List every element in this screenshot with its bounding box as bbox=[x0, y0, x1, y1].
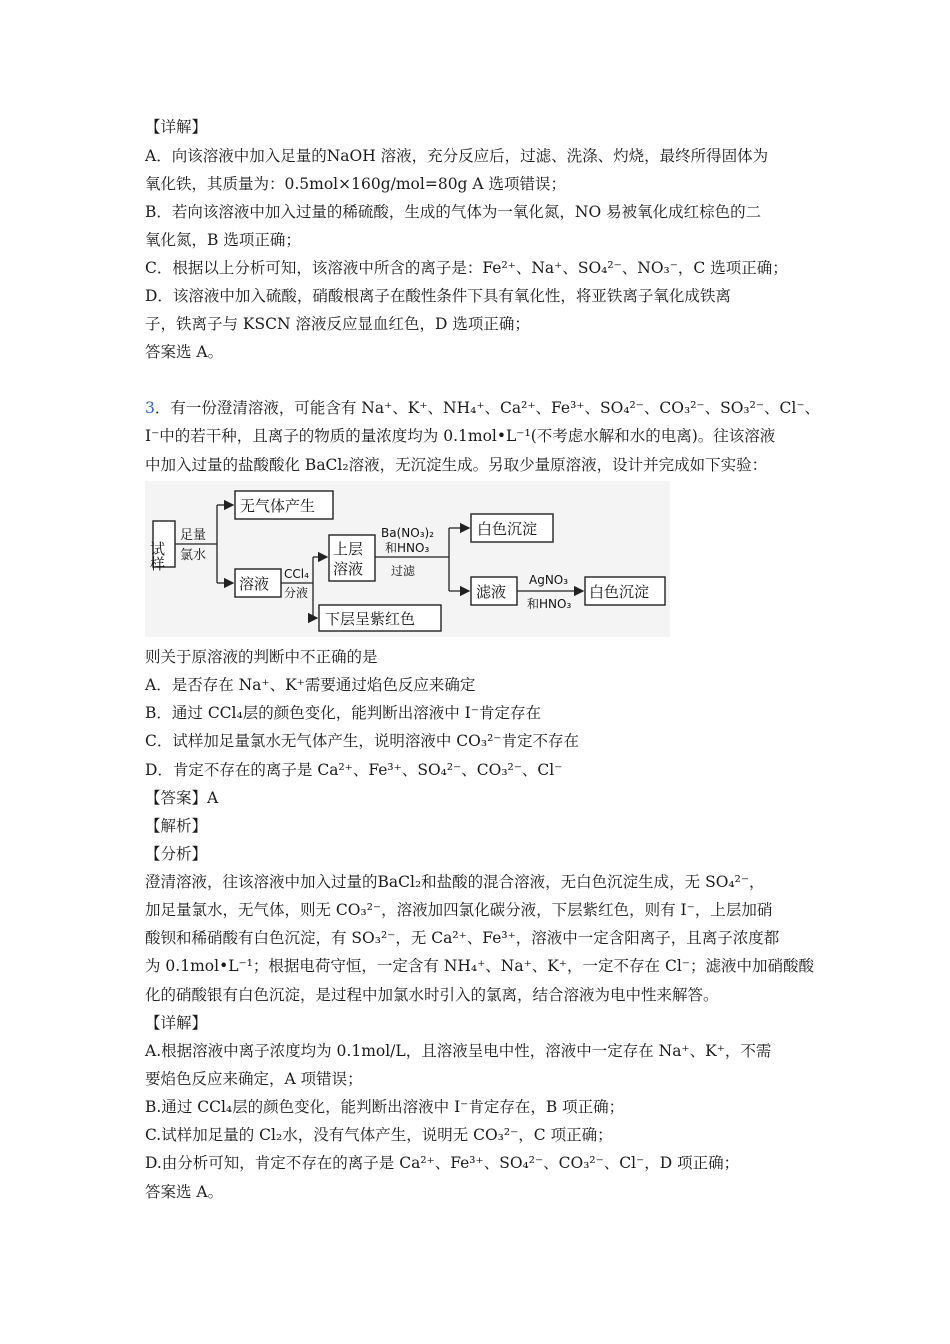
option-a-explanation-line: A．向该溶液中加入足量的NaOH 溶液，充分反应后，过滤、洗涤、灼烧，最终所得固体为 bbox=[145, 147, 769, 165]
filtrate-label: 滤液 bbox=[476, 583, 507, 601]
detail-line: 要焰色反应来确定，A 项错误； bbox=[145, 1070, 363, 1088]
no-gas-label: 无气体产生 bbox=[240, 497, 316, 515]
answer-choice-line: 答案选 A。 bbox=[145, 343, 224, 361]
filter-label: 过滤 bbox=[391, 564, 416, 578]
option-c-explanation-line: C．根据以上分析可知，该溶液中所含的离子是：Fe²⁺、Na⁺、SO₄²⁻、NO₃⁻，C 选项正确； bbox=[145, 259, 788, 277]
question-text: 则关于原溶液的判断中不正确的是 bbox=[145, 648, 378, 666]
fenxi-line: 加足量氯水，无气体，则无 CO₃²⁻，溶液加四氯化碳分液，下层紫红色，则有 I⁻，上层加硝 bbox=[145, 901, 773, 919]
detail-heading: 【详解】 bbox=[145, 1014, 208, 1032]
detail-line: 答案选 A。 bbox=[145, 1183, 224, 1201]
option-b: B．通过 CCl₄层的颜色变化，能判断出溶液中 I⁻肯定存在 bbox=[145, 704, 541, 722]
question-stem-line: I⁻中的若干种，且离子的物质的量浓度均为 0.1mol•L⁻¹(不考虑水解和水的电离)。往该溶液 bbox=[145, 427, 776, 445]
fenxi-line: 化的硝酸银有白色沉淀，是过程中加氯水时引入的氯离，结合溶液为电中性来解答。 bbox=[145, 986, 719, 1004]
upper-layer-label-line2: 溶液 bbox=[333, 560, 364, 578]
white-precipitate-label-1: 白色沉淀 bbox=[477, 520, 538, 538]
option-d-explanation-line: D．该溶液中加入硫酸，硝酸根离子在酸性条件下具有氧化性，将亚铁离子氧化成铁离 bbox=[145, 287, 731, 305]
question-stem-line: 中加入过量的盐酸酸化 BaCl₂溶液，无沉淀生成。另取少量原溶液，设计并完成如下实验： bbox=[145, 456, 768, 474]
separation-label: 分液 bbox=[284, 586, 309, 600]
option-a: A．是否存在 Na⁺、K⁺需要通过焰色反应来确定 bbox=[145, 676, 476, 694]
sample-label-1: 试样 bbox=[148, 541, 166, 571]
detail-heading: 【详解】 bbox=[145, 118, 208, 136]
reagent-barium-nitrate-line1: Ba(NO₃)₂ bbox=[381, 526, 434, 540]
option-a-explanation-line: 氧化铁，其质量为：0.5mol×160g/mol=80g A 选项错误； bbox=[145, 175, 567, 193]
fenxi-line: 澄清溶液，往该溶液中加入过量的BaCl₂和盐酸的混合溶液，无白色沉淀生成，无 SO₄²⁻， bbox=[145, 873, 765, 891]
detail-line: A.根据溶液中离子浓度均为 0.1mol/L，且溶液呈电中性，溶液中一定存在 Na⁺、K⁺，不需 bbox=[145, 1042, 772, 1060]
question-number: 3 bbox=[145, 399, 155, 417]
ccl4-label: CCl₄ bbox=[284, 567, 309, 581]
upper-layer-label-line1: 上层 bbox=[333, 540, 364, 558]
reagent-chlorine-water-line1: 足量 bbox=[180, 528, 207, 543]
detail-line: C.试样加足量的 Cl₂水，没有气体产生，说明无 CO₃²⁻，C 项正确； bbox=[145, 1126, 613, 1144]
answer-line: 【答案】A bbox=[145, 789, 219, 807]
detail-line: B.通过 CCl₄层的颜色变化，能判断出溶液中 I⁻肯定存在，B 项正确； bbox=[145, 1098, 625, 1116]
white-precipitate-label-2: 白色沉淀 bbox=[589, 583, 650, 601]
lower-layer-label: 下层呈紫红色 bbox=[325, 610, 416, 628]
experiment-flow-diagram bbox=[145, 481, 670, 637]
fenxi-line: 为 0.1mol•L⁻¹；根据电荷守恒，一定含有 NH₄⁺、Na⁺、K⁺，一定不存在 Cl⁻；滤液中加硝酸酸 bbox=[145, 957, 814, 975]
detail-line: D.由分析可知，肯定不存在的离子是 Ca²⁺、Fe³⁺、SO₄²⁻、CO₃²⁻、Cl⁻，D 项正确； bbox=[145, 1154, 740, 1172]
reagent-silver-nitrate-line1: AgNO₃ bbox=[529, 573, 569, 587]
option-c: C．试样加足量氯水无气体产生，说明溶液中 CO₃²⁻肯定不存在 bbox=[145, 732, 579, 750]
option-d: D．肯定不存在的离子是 Ca²⁺、Fe³⁺、SO₄²⁻、CO₃²⁻、Cl⁻ bbox=[145, 761, 563, 779]
reagent-chlorine-water-line2: 氯水 bbox=[180, 548, 207, 563]
option-b-explanation-line: 氧化氮，B 选项正确； bbox=[145, 231, 301, 249]
option-d-explanation-line: 子，铁离子与 KSCN 溶液反应显血红色，D 选项正确； bbox=[145, 315, 530, 333]
question-stem-line: 3．有一份澄清溶液，可能含有 Na⁺、K⁺、NH₄⁺、Ca²⁺、Fe³⁺、SO₄²⁻、CO₃²⁻、SO₃²⁻、Cl⁻、 bbox=[145, 399, 821, 417]
reagent-barium-nitrate-line2: 和HNO₃ bbox=[385, 541, 430, 555]
option-b-explanation-line: B．若向该溶液中加入过量的稀硫酸，生成的气体为一氧化氮，NO 易被氧化成红棕色的二 bbox=[145, 203, 762, 221]
reagent-silver-nitrate-line2: 和HNO₃ bbox=[527, 597, 572, 611]
analysis-heading: 【解析】 bbox=[145, 817, 208, 835]
fenxi-heading: 【分析】 bbox=[145, 845, 208, 863]
fenxi-line: 酸钡和稀硝酸有白色沉淀，有 SO₃²⁻，无 Ca²⁺、Fe³⁺，溶液中一定含阳离子，且离子浓度都 bbox=[145, 929, 780, 947]
solution-label: 溶液 bbox=[239, 575, 270, 593]
